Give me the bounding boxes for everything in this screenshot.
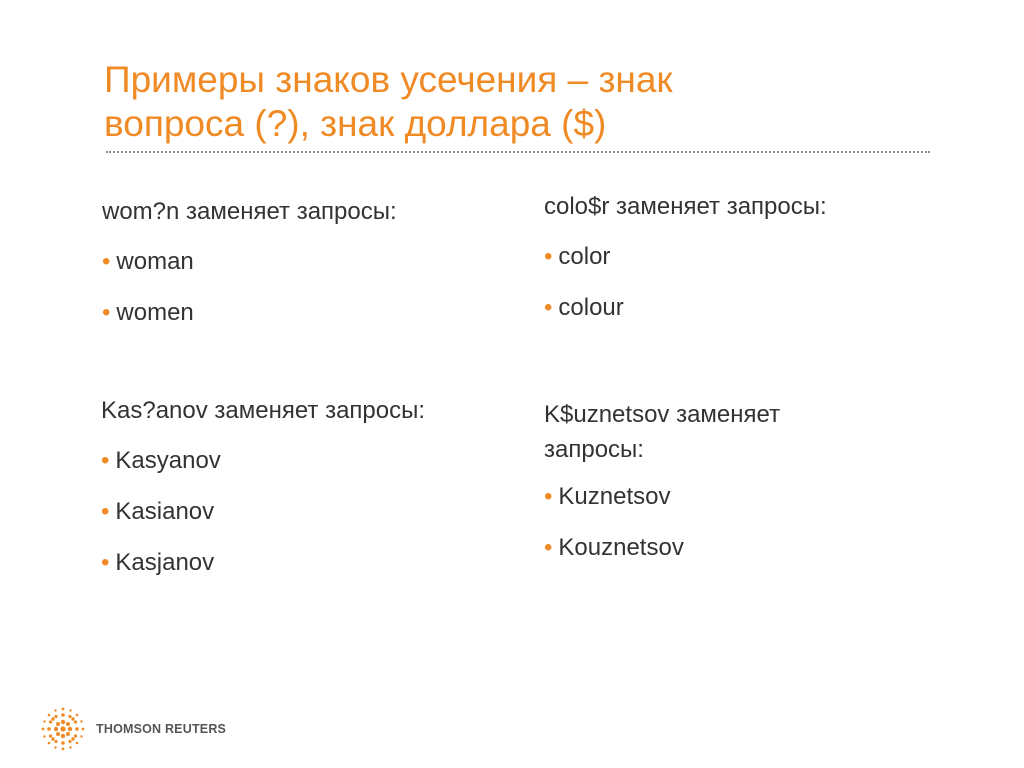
example-list-color xyxy=(544,243,827,322)
title-divider xyxy=(106,151,930,153)
bullet-icon: • xyxy=(101,447,110,474)
list-item: • Kuznetsov xyxy=(544,483,671,510)
list-item: • colour xyxy=(544,294,624,321)
bullet-icon: • xyxy=(544,243,553,270)
bullet-icon: • xyxy=(101,498,110,525)
bullet-icon: • xyxy=(102,248,111,275)
bullet-icon: • xyxy=(544,534,553,561)
example-list-womn xyxy=(102,248,397,327)
list-item: • women xyxy=(102,299,194,326)
list-item: • Kasyanov xyxy=(101,447,221,474)
example-block-kasanov xyxy=(101,397,425,600)
thomson-reuters-dot-logo-icon xyxy=(40,706,86,752)
list-item: • Kasianov xyxy=(101,498,215,525)
bullet-icon: • xyxy=(544,294,553,321)
list-item: • Kouznetsov xyxy=(544,534,684,561)
example-heading-kasanov: Kas?anov заменяет запросы: xyxy=(101,397,426,424)
example-heading-color: colo$r заменяет запросы: xyxy=(544,193,827,220)
example-block-color xyxy=(544,193,827,345)
slide-title-line-1: Примеры знаков усечения – знак xyxy=(104,59,673,100)
example-heading-womn: wom?n заменяет запросы: xyxy=(102,198,397,225)
thomson-reuters-logo xyxy=(40,706,226,752)
list-item: • woman xyxy=(102,248,194,275)
list-item: • color xyxy=(544,243,611,270)
list-item: • Kasjanov xyxy=(101,549,215,576)
bullet-icon: • xyxy=(102,299,111,326)
logo-text: THOMSON REUTERS xyxy=(96,722,227,736)
example-block-kuznetsov xyxy=(544,397,844,585)
example-list-kasanov xyxy=(101,447,425,577)
example-block-womn xyxy=(102,198,397,350)
bullet-icon: • xyxy=(101,549,110,576)
example-heading-kuznetsov: K$uznetsov заменяет запросы: xyxy=(544,401,781,463)
example-list-kuznetsov xyxy=(544,483,844,562)
slide-title xyxy=(104,58,924,146)
slide-title-line-2: вопроса (?), знак доллара ($) xyxy=(104,103,607,144)
bullet-icon: • xyxy=(544,483,553,510)
